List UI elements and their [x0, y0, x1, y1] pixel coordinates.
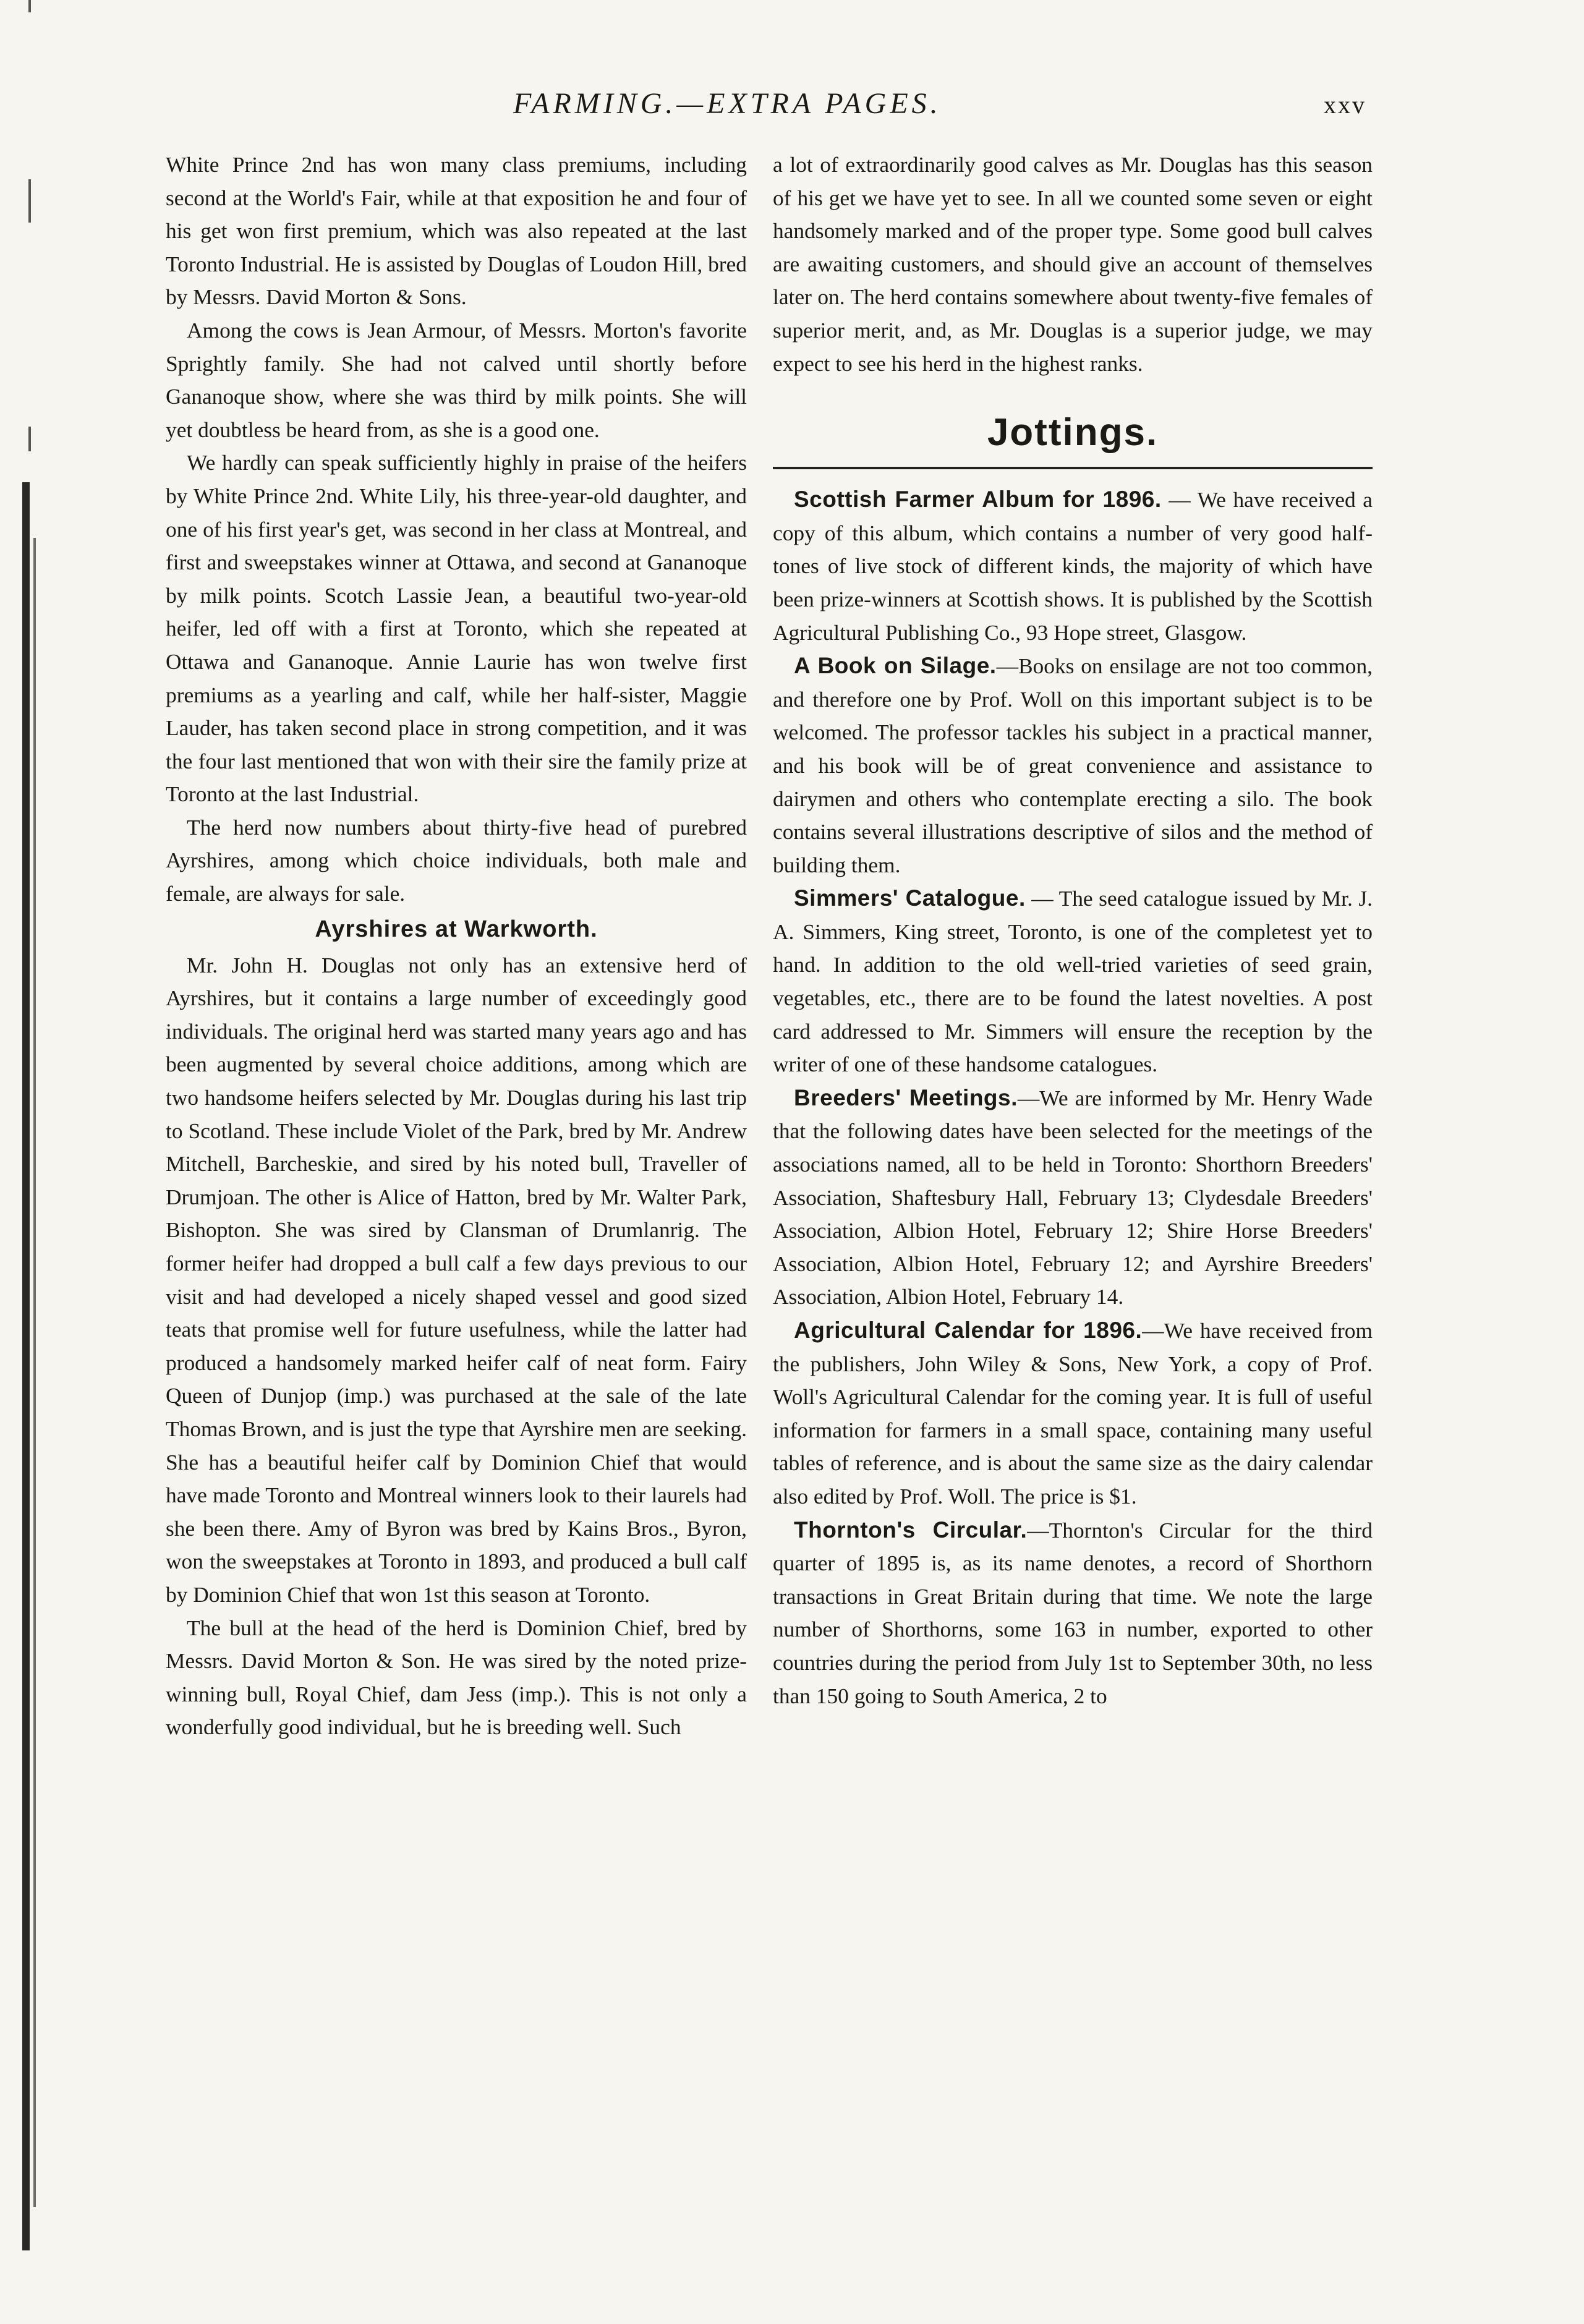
jotting-item	[773, 1513, 1373, 1713]
right-column	[773, 148, 1373, 1713]
jotting-text: —Thornton's Circular for the third quarter of 1895 is, as its name denotes, a record of Shorthorn transactions in Great Britain during that time. We note the large number of Shorthorns, some 163 in number, exported to other countries during the period from July 1st to September 30th, no less than 150 going to South America, 2 to	[773, 1517, 1373, 1708]
paragraph: Mr. John H. Douglas not only has an extensive herd of Ayrshires, but it contains a large number of exceedingly good individuals. The original herd was started many years ago and has been augmented by several choice additions, among which are two handsome heifers selected by Mr. Douglas during his last trip to Scotland. These include Violet of the Park, bred by Mr. Andrew Mitchell, Barcheskie, and sired by his noted bull, Traveller of Drumjoan. The other is Alice of Hatton, bred by Mr. Walter Park, Bishopton. She was sired by Clansman of Drumlanrig. The former heifer had dropped a bull calf a few days previous to our visit and had developed a nicely shaped vessel and good sized teats that promise well for future usefulness, while the latter had produced a handsomely marked heifer calf of neat form. Fairy Queen of Dunjop (imp.) was purchased at the sale of the late Thomas Brown, and is just the type that Ayrshire men are seeking. She has a beautiful heifer calf by Dominion Chief that would have made Toronto and Montreal winners look to their laurels had she been there. Amy of Byron was bred by Kains Bros., Byron, won the sweepstakes at Toronto in 1893, and produced a bull calf by Dominion Chief that won 1st this season at Toronto.	[166, 952, 747, 1607]
running-title: FARMING.—EXTRA PAGES.	[513, 87, 942, 120]
left-column	[166, 148, 747, 1744]
paragraph: We hardly can speak sufficiently highly in praise of the heifers by White Prince 2nd. White Lily, his three-year-old daughter, and one of his first year's get, was second in her class at Montreal, and first and sweepstakes winner at Ottawa, and second at Gananoque by milk points. Scotch Lassie Jean, a beautiful two-year-old heifer, led off with a first at Toronto, which she repeated at Ottawa and Gananoque. Annie Laurie has won twelve first premiums as a yearling and calf, while her half-sister, Maggie Lauder, has taken second place in strong competition, and it was the four last mentioned that won with their sire the family prize at Toronto at the last Industrial.	[166, 450, 747, 807]
scan-edge-line	[33, 538, 36, 2207]
page-header	[155, 87, 1366, 136]
section-subheading: Ayrshires at Warkworth.	[315, 916, 598, 942]
paragraph: a lot of extraordinarily good calves as Mr. Douglas has this season of his get we have yet to see. In all we counted some seven or eight handsomely marked and of the proper type. Some good bull calves are awaiting customers, and should give an account of themselves later on. The herd contains somewhere about twenty-five females of superior merit, and, as Mr. Douglas is a superior judge, we may expect to see his herd in the highest ranks.	[773, 152, 1373, 376]
jotting-heading: A Book on Silage.	[794, 653, 997, 679]
section-title: Jottings.	[987, 411, 1159, 454]
jotting-text: —Books on ensilage are not too common, and therefore one by Prof. Woll on this important subject is to be welcomed. The professor tackles his subject in a practical manner, and his book will be of great convenience and assistance to dairymen and others who contemplate erecting a silo. The book contains several illustrations descriptive of silos and the method of building them.	[773, 653, 1373, 877]
scan-edge-bar	[22, 482, 30, 2250]
jotting-text: —We are informed by Mr. Henry Wade that the following dates have been selected for the meetings of the associations named, all to be held in Toronto: Shorthorn Breeders' Association, Shaftesbury Hall, February 13; Clydesdale Breeders' Association, Albion Hotel, February 12; Shire Horse Breeders' Association, Albion Hotel, February 12; and Ayrshire Breeders' Association, Albion Hotel, February 14.	[773, 1085, 1373, 1309]
scan-mark	[28, 179, 31, 223]
jotting-item	[773, 882, 1373, 1081]
jotting-item	[773, 649, 1373, 882]
scan-mark	[28, 427, 31, 451]
jotting-text: — The seed catalogue issued by Mr. J. A. Simmers, King street, Toronto, is one of the completest yet to hand. In addition to the old well-tried varieties of seed grain, vegetables, etc., there are to be found the latest novelties. A post card addressed to Mr. Simmers will ensure the reception by the writer of one of these handsome catalogues.	[773, 886, 1373, 1077]
jotting-heading: Breeders' Meetings.	[794, 1084, 1018, 1110]
jotting-heading: Agricultural Calendar for 1896.	[794, 1317, 1143, 1343]
jotting-heading: Scottish Farmer Album for 1896.	[794, 487, 1162, 513]
jotting-item	[773, 1081, 1373, 1314]
jotting-text: — We have received a copy of this album, which contains a number of very good half-tones of live stock of different kinds, the majority of which have been prize-winners at Scottish shows. It is published by the Scottish Agricultural Publishing Co., 93 Hope street, Glasgow.	[773, 487, 1373, 645]
scan-mark	[28, 0, 31, 12]
jotting-text: —We have received from the publishers, John Wiley & Sons, New York, a copy of Prof. Woll's Agricultural Calendar for the coming year. It is full of useful information for farmers in a small space, containing many useful tables of reference, and is about the same size as the dairy calendar also edited by Prof. Woll. The price is $1.	[773, 1318, 1373, 1509]
section-rule	[773, 467, 1373, 469]
page-number: xxv	[1324, 91, 1366, 119]
paragraph: Among the cows is Jean Armour, of Messrs. Morton's favorite Sprightly family. She had not calved until shortly before Gananoque show, where she was third by milk points. She will yet doubtless be heard from, as she is a good one.	[166, 317, 747, 442]
paragraph: The bull at the head of the herd is Dominion Chief, bred by Messrs. David Morton & Son. He was sired by the noted prize-winning bull, Royal Chief, dam Jess (imp.). This is not only a wonderfully good individual, but he is breeding well. Such	[166, 1615, 747, 1740]
paragraph: White Prince 2nd has won many class premiums, including second at the World's Fair, while at that exposition he and four of his get won first premium, which was also repeated at the last Toronto Industrial. He is assisted by Douglas of Loudon Hill, bred by Messrs. David Morton & Sons.	[166, 152, 747, 310]
jotting-item	[773, 483, 1373, 649]
jotting-item	[773, 1314, 1373, 1513]
paragraph: The herd now numbers about thirty-five head of purebred Ayrshires, among which choice individuals, both male and female, are always for sale.	[166, 814, 747, 906]
jotting-heading: Thornton's Circular.	[794, 1517, 1028, 1543]
jotting-heading: Simmers' Catalogue.	[794, 885, 1026, 911]
